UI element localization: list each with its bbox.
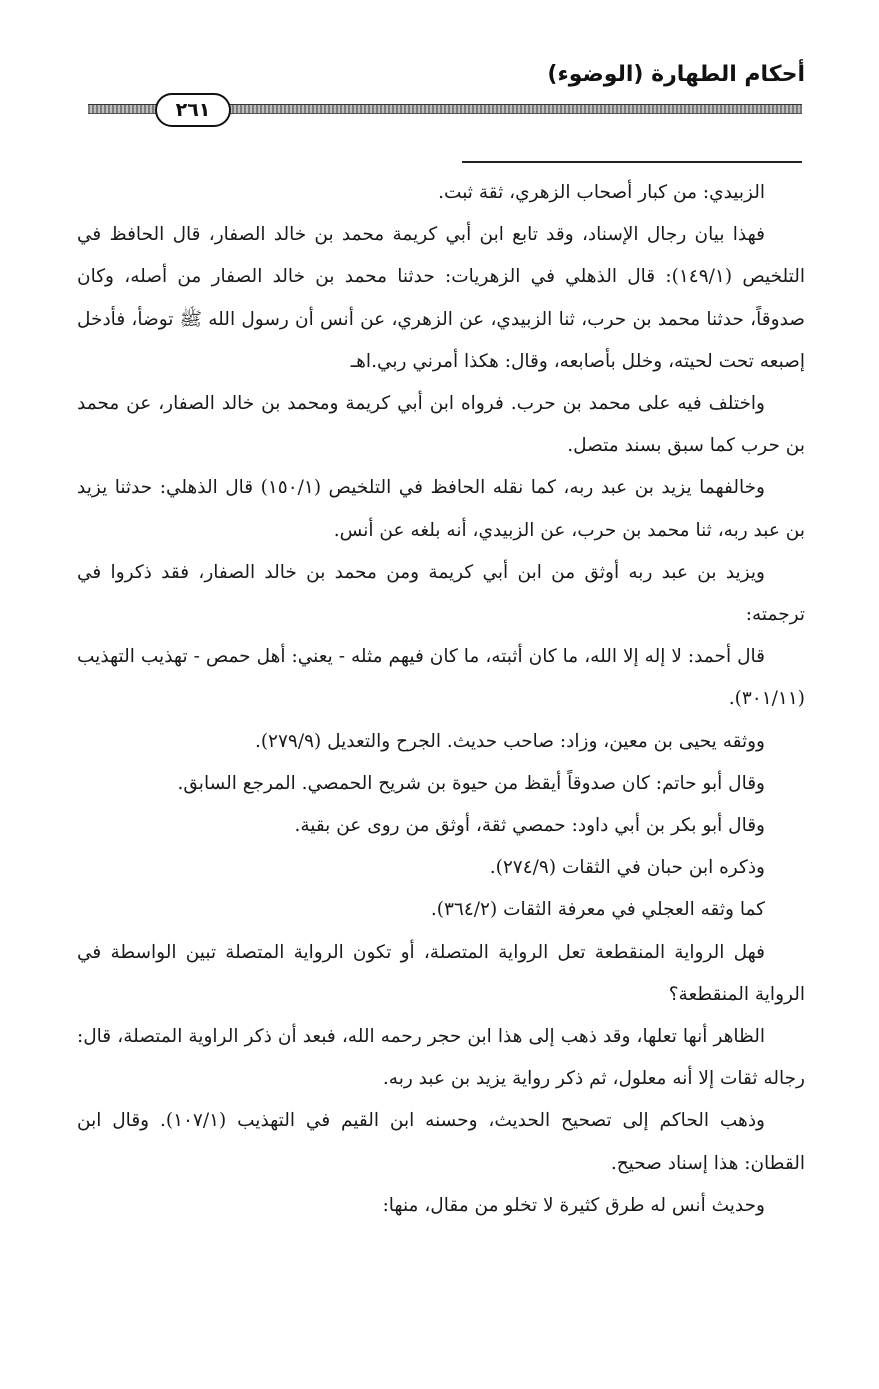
body-text (77, 172, 805, 1227)
paragraph: الظاهر أنها تعلها، وقد ذهب إلى هذا ابن حجر رحمه الله، فبعد أن ذكر الراوية المتصلة، قال: رجاله ثقات إلا أنه معلول، ثم ذكر رواية يزيد بن عبد ربه. (77, 1026, 805, 1090)
paragraph: قال أحمد: لا إله إلا الله، ما كان أثبته، ما كان فيهم مثله - يعني: أهل حمص - تهذيب التهذيب (٣٠١/١١). (77, 646, 805, 710)
paragraph: واختلف فيه على محمد بن حرب. فرواه ابن أبي كريمة ومحمد بن خالد الصفار، عن محمد بن حرب كما سبق بسند متصل. (77, 393, 805, 457)
paragraph: وذهب الحاكم إلى تصحيح الحديث، وحسنه ابن القيم في التهذيب (١٠٧/١). وقال ابن القطان: هذا إسناد صحيح. (77, 1110, 805, 1174)
page-number-badge: ٢٦١ (155, 93, 231, 127)
paragraph: وقال أبو حاتم: كان صدوقاً أيقظ من حيوة بن شريح الحمصي. المرجع السابق. (177, 772, 765, 794)
paragraph: وحديث أنس له طرق كثيرة لا تخلو من مقال، منها: (382, 1194, 765, 1216)
paragraph: وخالفهما يزيد بن عبد ربه، كما نقله الحافظ في التلخيص (١٥٠/١) قال الذهلي: حدثنا يزيد بن عبد ربه، ثنا محمد بن حرب، عن الزبيدي، أنه بلغه عن أنس. (77, 477, 805, 541)
paragraph: فهل الرواية المنقطعة تعل الرواية المتصلة، أو تكون الرواية المتصلة تبين الواسطة في الرواية المنقطعة؟ (77, 941, 805, 1005)
paragraph: ووثقه يحيى بن معين، وزاد: صاحب حديث. الجرح والتعديل (٢٧٩/٩). (254, 730, 765, 752)
paragraph: كما وثقه العجلي في معرفة الثقات (٣٦٤/٢). (430, 899, 765, 921)
paragraph: فهذا بيان رجال الإسناد، وقد تابع ابن أبي كريمة محمد بن خالد الصفار، قال الحافظ في التلخيص (١٤٩/١): قال الذهلي في الزهريات: حدثنا محمد بن خالد الصفار من أصله، وكان صدوقاً، حدثنا محمد بن حرب، ثنا الزبيدي، عن الزهري، عن أنس أن رسول الله ﷺ توضأ، فأدخل إصبعه تحت لحيته، وخلل بأصابعه، وقال: هكذا أمرني ربي.اهـ (77, 224, 805, 372)
paragraph: وذكره ابن حبان في الثقات (٢٧٤/٩). (489, 857, 765, 879)
footnote-separator (462, 161, 802, 163)
running-header-title: أحكام الطهارة (الوضوء) (547, 62, 805, 87)
paragraph: وقال أبو بكر بن أبي داود: حمصي ثقة، أوثق من روى عن بقية. (294, 815, 765, 837)
paragraph: ويزيد بن عبد ربه أوثق من ابن أبي كريمة ومن محمد بن خالد الصفار، فقد ذكروا في ترجمته: (77, 561, 805, 626)
paragraph: الزبيدي: من كبار أصحاب الزهري، ثقة ثبت. (438, 182, 765, 203)
